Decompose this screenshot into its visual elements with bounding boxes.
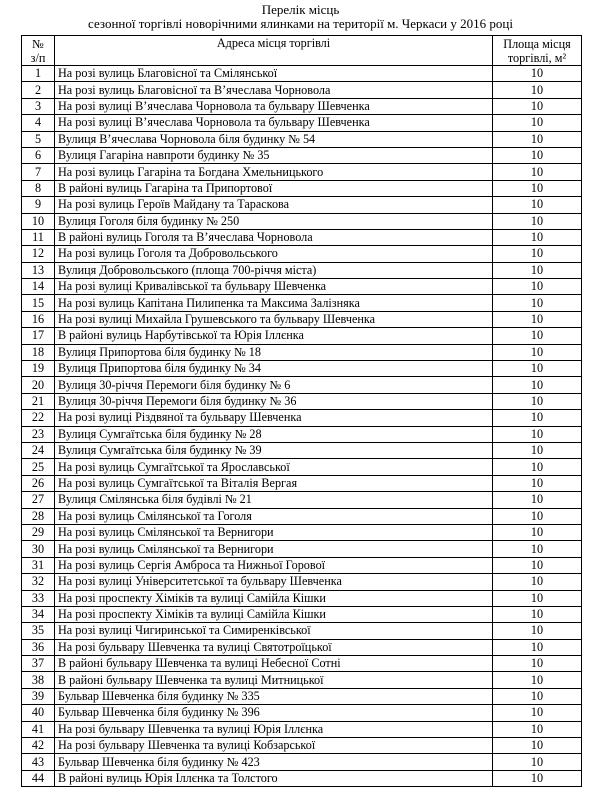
row-address: На розі вулиць Смілянської та Вернигори — [55, 541, 493, 557]
row-number: 21 — [22, 393, 55, 409]
table-row — [22, 754, 582, 770]
table-row — [22, 410, 582, 426]
row-number: 30 — [22, 541, 55, 557]
row-number: 25 — [22, 459, 55, 475]
table-row — [22, 98, 582, 114]
table-row — [22, 590, 582, 606]
table-row — [22, 66, 582, 82]
row-address: На розі вулиці Чигиринської та Симиренківської — [55, 623, 493, 639]
row-address: На розі вулиці В’ячеслава Чорновола та бульвару Шевченка — [55, 98, 493, 114]
table-row — [22, 606, 582, 622]
table-row — [22, 738, 582, 754]
table-row — [22, 672, 582, 688]
row-address: На розі вулиць Гагаріна та Богдана Хмельницького — [55, 164, 493, 180]
row-area: 10 — [493, 590, 582, 606]
table-row — [22, 328, 582, 344]
row-address: В районі вулиць Юрія Іллєнка та Толстого — [55, 770, 493, 786]
row-number: 17 — [22, 328, 55, 344]
table-row — [22, 213, 582, 229]
row-address: В районі бульвару Шевченка та вулиці Митницької — [55, 672, 493, 688]
row-number: 14 — [22, 279, 55, 295]
row-number: 28 — [22, 508, 55, 524]
row-area: 10 — [493, 606, 582, 622]
row-area: 10 — [493, 295, 582, 311]
table-row — [22, 82, 582, 98]
row-number: 38 — [22, 672, 55, 688]
row-address: На розі вулиць Благовісної та Смілянської — [55, 66, 493, 82]
table-row — [22, 623, 582, 639]
row-area: 10 — [493, 229, 582, 245]
table-header-row — [22, 36, 582, 66]
row-address: На розі проспекту Хіміків та вулиці Самійла Кішки — [55, 590, 493, 606]
row-area: 10 — [493, 344, 582, 360]
table-row — [22, 295, 582, 311]
row-address: Вулиця Сумгаїтська біля будинку № 39 — [55, 442, 493, 458]
row-number: 9 — [22, 197, 55, 213]
header-number — [22, 36, 55, 66]
table-row — [22, 115, 582, 131]
row-number: 11 — [22, 229, 55, 245]
table-row — [22, 361, 582, 377]
row-address: На розі вулиць Гоголя та Добровольського — [55, 246, 493, 262]
row-address: На розі вулиці Михайла Грушевського та бульвару Шевченка — [55, 311, 493, 327]
row-address: В районі вулиць Гоголя та В’ячеслава Чорновола — [55, 229, 493, 245]
row-number: 26 — [22, 475, 55, 491]
row-number: 5 — [22, 131, 55, 147]
row-number: 31 — [22, 557, 55, 573]
row-number: 43 — [22, 754, 55, 770]
row-area: 10 — [493, 770, 582, 786]
row-area: 10 — [493, 393, 582, 409]
row-number: 33 — [22, 590, 55, 606]
table-row — [22, 557, 582, 573]
row-number: 24 — [22, 442, 55, 458]
row-area: 10 — [493, 377, 582, 393]
row-address: Вулиця Гагаріна навпроти будинку № 35 — [55, 147, 493, 163]
row-number: 16 — [22, 311, 55, 327]
row-number: 6 — [22, 147, 55, 163]
table-body — [22, 66, 582, 787]
row-address: На розі бульвару Шевченка та вулиці Кобзарської — [55, 738, 493, 754]
row-number: 7 — [22, 164, 55, 180]
row-address: В районі бульвару Шевченка та вулиці Небесної Сотні — [55, 656, 493, 672]
table-row — [22, 656, 582, 672]
row-area: 10 — [493, 197, 582, 213]
table-row — [22, 770, 582, 786]
row-number: 27 — [22, 492, 55, 508]
row-area: 10 — [493, 66, 582, 82]
row-address: Вулиця 30-річчя Перемоги біля будинку № 6 — [55, 377, 493, 393]
row-address: Вулиця Смілянська біля будівлі № 21 — [55, 492, 493, 508]
row-number: 10 — [22, 213, 55, 229]
table-row — [22, 574, 582, 590]
row-address: Вулиця Добровольського (площа 700-річчя міста) — [55, 262, 493, 278]
row-area: 10 — [493, 459, 582, 475]
row-address: На розі вулиць Героїв Майдану та Тараскова — [55, 197, 493, 213]
row-area: 10 — [493, 508, 582, 524]
row-address: Вулиця В’ячеслава Чорновола біля будинку № 54 — [55, 131, 493, 147]
row-number: 18 — [22, 344, 55, 360]
table-row — [22, 131, 582, 147]
table-row — [22, 426, 582, 442]
row-area: 10 — [493, 410, 582, 426]
row-number: 1 — [22, 66, 55, 82]
row-number: 15 — [22, 295, 55, 311]
row-area: 10 — [493, 164, 582, 180]
table-row — [22, 721, 582, 737]
row-address: На розі вулиці В’ячеслава Чорновола та бульвару Шевченка — [55, 115, 493, 131]
row-area: 10 — [493, 311, 582, 327]
row-area: 10 — [493, 426, 582, 442]
table-row — [22, 688, 582, 704]
row-address: На розі вулиці Різдвяної та бульвару Шевченка — [55, 410, 493, 426]
row-number: 8 — [22, 180, 55, 196]
row-number: 22 — [22, 410, 55, 426]
table-row — [22, 164, 582, 180]
row-area: 10 — [493, 279, 582, 295]
row-address: На розі вулиці Університетської та бульвару Шевченка — [55, 574, 493, 590]
row-number: 20 — [22, 377, 55, 393]
row-area: 10 — [493, 98, 582, 114]
row-number: 34 — [22, 606, 55, 622]
row-number: 44 — [22, 770, 55, 786]
row-address: Вулиця Припортова біля будинку № 34 — [55, 361, 493, 377]
table-row — [22, 311, 582, 327]
row-area: 10 — [493, 475, 582, 491]
document-title: Перелік місць — [261, 2, 340, 17]
row-area: 10 — [493, 246, 582, 262]
row-address: На розі вулиць Сергія Амброса та Нижньої Горової — [55, 557, 493, 573]
row-address: Бульвар Шевченка біля будинку № 396 — [55, 705, 493, 721]
row-address: Бульвар Шевченка біля будинку № 335 — [55, 688, 493, 704]
row-area: 10 — [493, 557, 582, 573]
row-number: 42 — [22, 738, 55, 754]
row-address: На розі бульвару Шевченка та вулиці Юрія Іллєнка — [55, 721, 493, 737]
row-area: 10 — [493, 213, 582, 229]
table-row — [22, 377, 582, 393]
table-row — [22, 442, 582, 458]
row-address: На розі вулиць Благовісної та В’ячеслава Чорновола — [55, 82, 493, 98]
table-row — [22, 180, 582, 196]
table-row — [22, 262, 582, 278]
row-number: 36 — [22, 639, 55, 655]
table-row — [22, 147, 582, 163]
row-address: На розі вулиці Кривалівської та бульвару Шевченка — [55, 279, 493, 295]
table-row — [22, 541, 582, 557]
row-area: 10 — [493, 656, 582, 672]
table-row — [22, 475, 582, 491]
header-area — [493, 36, 582, 66]
table-row — [22, 508, 582, 524]
row-area: 10 — [493, 262, 582, 278]
row-area: 10 — [493, 574, 582, 590]
row-area: 10 — [493, 328, 582, 344]
row-area: 10 — [493, 623, 582, 639]
row-area: 10 — [493, 721, 582, 737]
table-row — [22, 344, 582, 360]
row-address: Вулиця Сумгаїтська біля будинку № 28 — [55, 426, 493, 442]
table-row — [22, 639, 582, 655]
header-number-line1: № — [32, 36, 44, 51]
row-number: 32 — [22, 574, 55, 590]
header-address — [55, 36, 493, 66]
row-address: На розі проспекту Хіміків та вулиці Самійла Кішки — [55, 606, 493, 622]
row-area: 10 — [493, 705, 582, 721]
row-number: 3 — [22, 98, 55, 114]
row-area: 10 — [493, 361, 582, 377]
table-row — [22, 279, 582, 295]
table-row — [22, 524, 582, 540]
row-address: На розі вулиць Капітана Пилипенка та Максима Залізняка — [55, 295, 493, 311]
table-row — [22, 459, 582, 475]
row-address: На розі вулиць Смілянської та Вернигори — [55, 524, 493, 540]
row-area: 10 — [493, 180, 582, 196]
header-number-line2: з/п — [30, 50, 46, 65]
row-area: 10 — [493, 738, 582, 754]
row-area: 10 — [493, 688, 582, 704]
row-address: На розі вулиць Смілянської та Гоголя — [55, 508, 493, 524]
header-area-line2: торгівлі, м² — [507, 50, 567, 65]
table-row — [22, 393, 582, 409]
table-row — [22, 246, 582, 262]
row-address: В районі вулиць Гагаріна та Припортової — [55, 180, 493, 196]
row-area: 10 — [493, 131, 582, 147]
row-address: Бульвар Шевченка біля будинку № 423 — [55, 754, 493, 770]
row-area: 10 — [493, 82, 582, 98]
row-address: Вулиця Гоголя біля будинку № 250 — [55, 213, 493, 229]
row-area: 10 — [493, 524, 582, 540]
row-area: 10 — [493, 115, 582, 131]
row-number: 41 — [22, 721, 55, 737]
row-area: 10 — [493, 442, 582, 458]
row-area: 10 — [493, 492, 582, 508]
row-number: 40 — [22, 705, 55, 721]
row-area: 10 — [493, 754, 582, 770]
row-number: 12 — [22, 246, 55, 262]
row-number: 13 — [22, 262, 55, 278]
header-area-line1: Площа місця — [503, 36, 571, 51]
row-area: 10 — [493, 147, 582, 163]
locations-table — [21, 35, 582, 787]
row-address: На розі вулиць Сумгаїтської та Ярославської — [55, 459, 493, 475]
row-address: На розі вулиць Сумгаїтської та Віталія Вергая — [55, 475, 493, 491]
row-area: 10 — [493, 672, 582, 688]
table-row — [22, 492, 582, 508]
document-subtitle: сезонної торгівлі новорічними ялинками на території м. Черкаси у 2016 році — [88, 16, 513, 31]
row-address: Вулиця Припортова біля будинку № 18 — [55, 344, 493, 360]
row-address: В районі вулиць Нарбутівської та Юрія Іллєнка — [55, 328, 493, 344]
row-area: 10 — [493, 541, 582, 557]
table-row — [22, 229, 582, 245]
row-address: На розі бульвару Шевченка та вулиці Святотроїцької — [55, 639, 493, 655]
table-row — [22, 197, 582, 213]
row-address: Вулиця 30-річчя Перемоги біля будинку № 36 — [55, 393, 493, 409]
row-area: 10 — [493, 639, 582, 655]
row-number: 2 — [22, 82, 55, 98]
row-number: 29 — [22, 524, 55, 540]
row-number: 37 — [22, 656, 55, 672]
row-number: 35 — [22, 623, 55, 639]
table-row — [22, 705, 582, 721]
header-address-label: Адреса місця торгівлі — [216, 36, 331, 50]
row-number: 4 — [22, 115, 55, 131]
row-number: 19 — [22, 361, 55, 377]
row-number: 23 — [22, 426, 55, 442]
row-number: 39 — [22, 688, 55, 704]
